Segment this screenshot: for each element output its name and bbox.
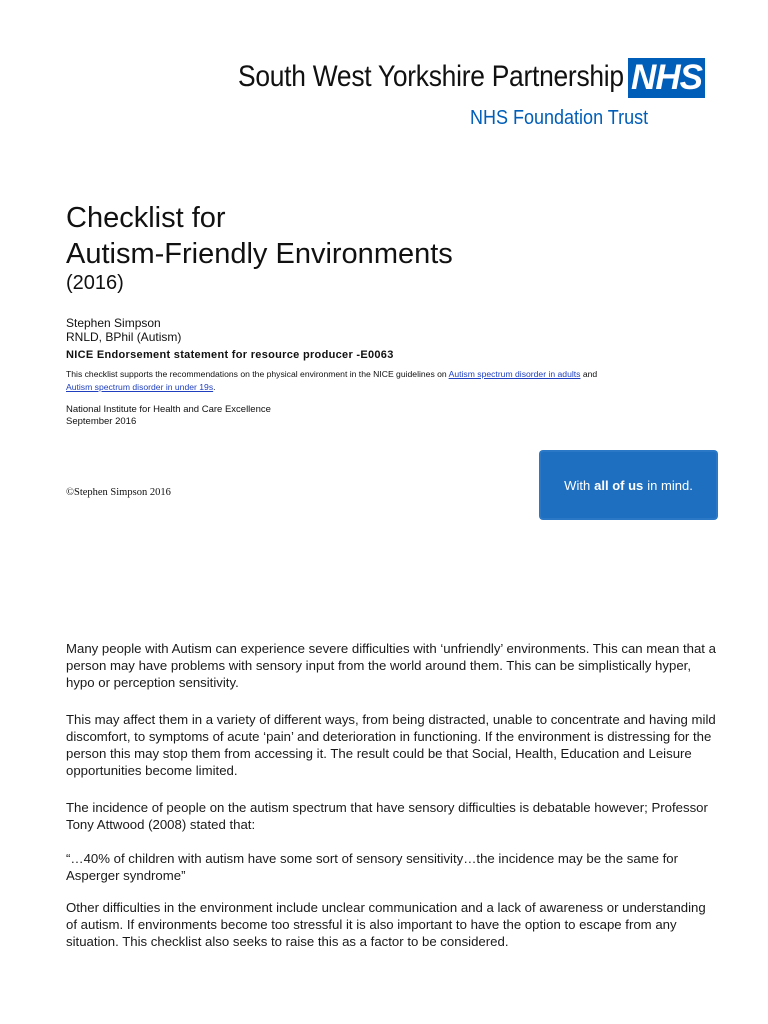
endorsement-text <box>66 368 726 394</box>
endorsement-text-after: . <box>213 382 216 392</box>
banner-bold: all of us <box>594 477 644 493</box>
banner-suffix: in mind. <box>647 477 693 493</box>
endorsement-date: September 2016 <box>66 416 137 427</box>
title-line-1: Checklist for <box>66 202 226 234</box>
link-asd-adults[interactable]: Autism spectrum disorder in adults <box>448 369 581 379</box>
endorsement-heading: NICE Endorsement statement for resource producer -E0063 <box>66 349 394 361</box>
institute-block <box>66 404 271 428</box>
author-credentials: RNLD, BPhil (Autism) <box>66 330 182 344</box>
institute-name: National Institute for Health and Care Excellence <box>66 404 271 415</box>
body-paragraph-5: Other difficulties in the environment include unclear communication and a lack of awareness or understanding of autism. If environments become too stressful it is also important to have the option to escape from any situation. This checklist also seeks to raise this as a factor to be considered. <box>66 900 706 949</box>
all-of-us-banner <box>541 452 716 518</box>
link-asd-under-19s[interactable]: Autism spectrum disorder in under 19s <box>66 382 214 392</box>
body-paragraph-3: The incidence of people on the autism spectrum that have sensory difficulties is debatable however; Professor Tony Attwood (2008) stated that: <box>66 800 708 832</box>
endorsement-text-middle: and <box>580 369 598 379</box>
author-block <box>66 316 181 344</box>
body-paragraph-1: Many people with Autism can experience severe difficulties with ‘unfriendly’ environments. This can mean that a person may have problems with sensory input from the world around them. This can be simplistically hyper, hypo or perception sensitivity. <box>66 641 716 690</box>
document-title <box>66 200 453 272</box>
title-line-2: Autism-Friendly Environments <box>66 238 453 270</box>
copyright-notice: ©Stephen Simpson 2016 <box>66 487 171 498</box>
nhs-logo: NHS <box>628 58 705 98</box>
author-name: Stephen Simpson <box>66 316 161 330</box>
organisation-subtitle: NHS Foundation Trust <box>470 107 649 129</box>
organisation-name: South West Yorkshire Partnership <box>238 60 624 93</box>
banner-prefix: With <box>564 477 591 493</box>
title-year: (2016) <box>66 272 124 294</box>
body-quote: “…40% of children with autism have some sort of sensory sensitivity…the incidence may be the same for Asperger syndrome” <box>66 851 679 883</box>
body-paragraph-2: This may affect them in a variety of different ways, from being distracted, unable to concentrate and having mild discomfort, to symptoms of acute ‘pain’ and deterioration in functioning. If the environment is distressing for the person this may stop them from accessing it. The result could be that Social, Health, Education and Leisure opportunities become limited. <box>66 712 716 778</box>
endorsement-text-before: This checklist supports the recommendations on the physical environment in the NICE guidelines on <box>66 369 449 379</box>
